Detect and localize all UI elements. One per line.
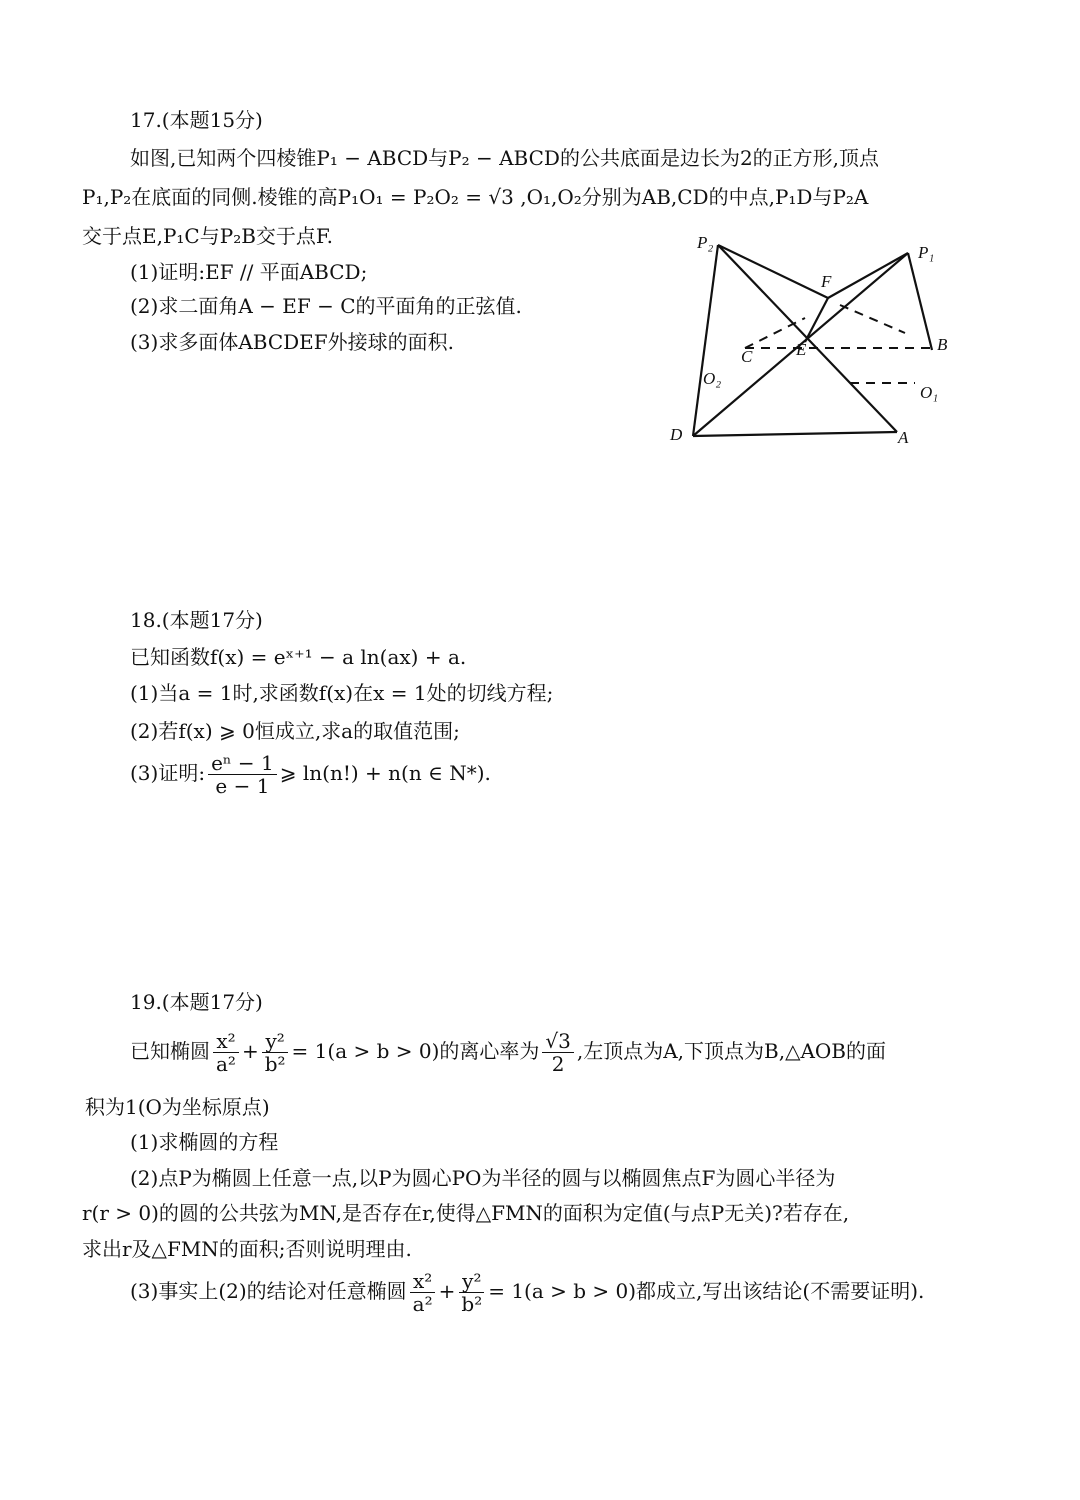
stem-suffix: ,左顶点为A,下顶点为B,△AOB的面 bbox=[576, 1039, 886, 1063]
numerator: y² bbox=[459, 1270, 484, 1293]
denominator: b² bbox=[264, 1052, 286, 1076]
problem-19-part-2-line-2: r(r > 0)的圆的公共弦为MN,是否存在r,使得△FMN的面积为定值(与点P无关)?若存在, bbox=[82, 1201, 850, 1225]
label-O1: O₁ bbox=[920, 383, 939, 402]
label-E: E bbox=[796, 340, 807, 359]
denominator: a² bbox=[216, 1052, 236, 1076]
label-A: A bbox=[898, 428, 909, 447]
plus: + bbox=[241, 1039, 259, 1063]
fraction-x2-a2 bbox=[410, 1270, 436, 1315]
problem-18-stem: 已知函数f(x) = eˣ⁺¹ − a ln(ax) + a. bbox=[130, 645, 467, 669]
numerator: x² bbox=[410, 1270, 435, 1293]
label-D: D bbox=[670, 425, 683, 444]
label-C: C bbox=[741, 347, 753, 366]
problem-17-part-2: (2)求二面角A − EF − C的平面角的正弦值. bbox=[130, 294, 522, 318]
label-P1: P₁ bbox=[918, 243, 935, 262]
fraction-x2-a2 bbox=[213, 1030, 239, 1075]
problem-19-stem-line-1 bbox=[130, 1030, 886, 1075]
problem-18-part-1: (1)当a = 1时,求函数f(x)在x = 1处的切线方程; bbox=[130, 681, 554, 705]
pyramid-figure bbox=[660, 230, 960, 450]
denominator: b² bbox=[461, 1292, 483, 1316]
stem-prefix: 已知椭圆 bbox=[130, 1039, 210, 1063]
part-3-suffix: ⩾ ln(n!) + n(n ∈ N*). bbox=[279, 761, 491, 785]
problem-18-title: 18.(本题17分) bbox=[130, 608, 263, 632]
fraction bbox=[208, 752, 277, 797]
problem-17-stem-line-2: P₁,P₂在底面的同侧.棱锥的高P₁O₁ = P₂O₂ = √3 ,O₁,O₂分别为AB,CD的中点,P₁D与P₂A bbox=[82, 185, 869, 209]
problem-17-part-1: (1)证明:EF // 平面ABCD; bbox=[130, 260, 368, 284]
part-3-prefix: (3)事实上(2)的结论对任意椭圆 bbox=[130, 1279, 407, 1303]
problem-19-part-2-line-1: (2)点P为椭圆上任意一点,以P为圆心PO为半径的圆与以椭圆焦点F为圆心半径为 bbox=[130, 1166, 836, 1190]
part-3-suffix: = 1(a > b > 0)都成立,写出该结论(不需要证明). bbox=[488, 1279, 925, 1303]
numerator: √3 bbox=[542, 1030, 573, 1053]
label-F: F bbox=[821, 272, 832, 291]
part-3-prefix: (3)证明: bbox=[130, 761, 206, 785]
label-P2: P₂ bbox=[697, 233, 714, 252]
numerator: eⁿ − 1 bbox=[208, 752, 277, 775]
label-O2: O₂ bbox=[703, 369, 722, 388]
problem-19-part-2-line-3: 求出r及△FMN的面积;否则说明理由. bbox=[82, 1237, 412, 1261]
numerator: x² bbox=[213, 1030, 238, 1053]
fraction-sqrt3-2 bbox=[542, 1030, 573, 1075]
problem-17-title: 17.(本题15分) bbox=[130, 108, 263, 132]
denominator: 2 bbox=[551, 1052, 565, 1076]
problem-18-part-2: (2)若f(x) ⩾ 0恒成立,求a的取值范围; bbox=[130, 719, 460, 743]
problem-19-part-3 bbox=[130, 1270, 924, 1315]
fraction-y2-b2 bbox=[458, 1270, 485, 1315]
numerator: y² bbox=[262, 1030, 287, 1053]
plus: + bbox=[438, 1279, 456, 1303]
denominator: e − 1 bbox=[215, 774, 270, 798]
problem-19-part-1: (1)求椭圆的方程 bbox=[130, 1130, 279, 1154]
denominator: a² bbox=[412, 1292, 433, 1316]
problem-17-stem-line-1: 如图,已知两个四棱锥P₁ − ABCD与P₂ − ABCD的公共底面是边长为2的正方形,顶点 bbox=[130, 146, 880, 170]
stem-mid: = 1(a > b > 0)的离心率为 bbox=[291, 1039, 540, 1063]
problem-17-part-3: (3)求多面体ABCDEF外接球的面积. bbox=[130, 330, 455, 354]
problem-19-title: 19.(本题17分) bbox=[130, 990, 263, 1014]
fraction-y2-b2 bbox=[262, 1030, 289, 1075]
problem-17-stem-line-3: 交于点E,P₁C与P₂B交于点F. bbox=[82, 224, 334, 248]
label-B: B bbox=[937, 335, 948, 354]
problem-18-part-3 bbox=[130, 752, 491, 797]
problem-19-stem-line-2: 积为1(O为坐标原点) bbox=[85, 1095, 270, 1119]
